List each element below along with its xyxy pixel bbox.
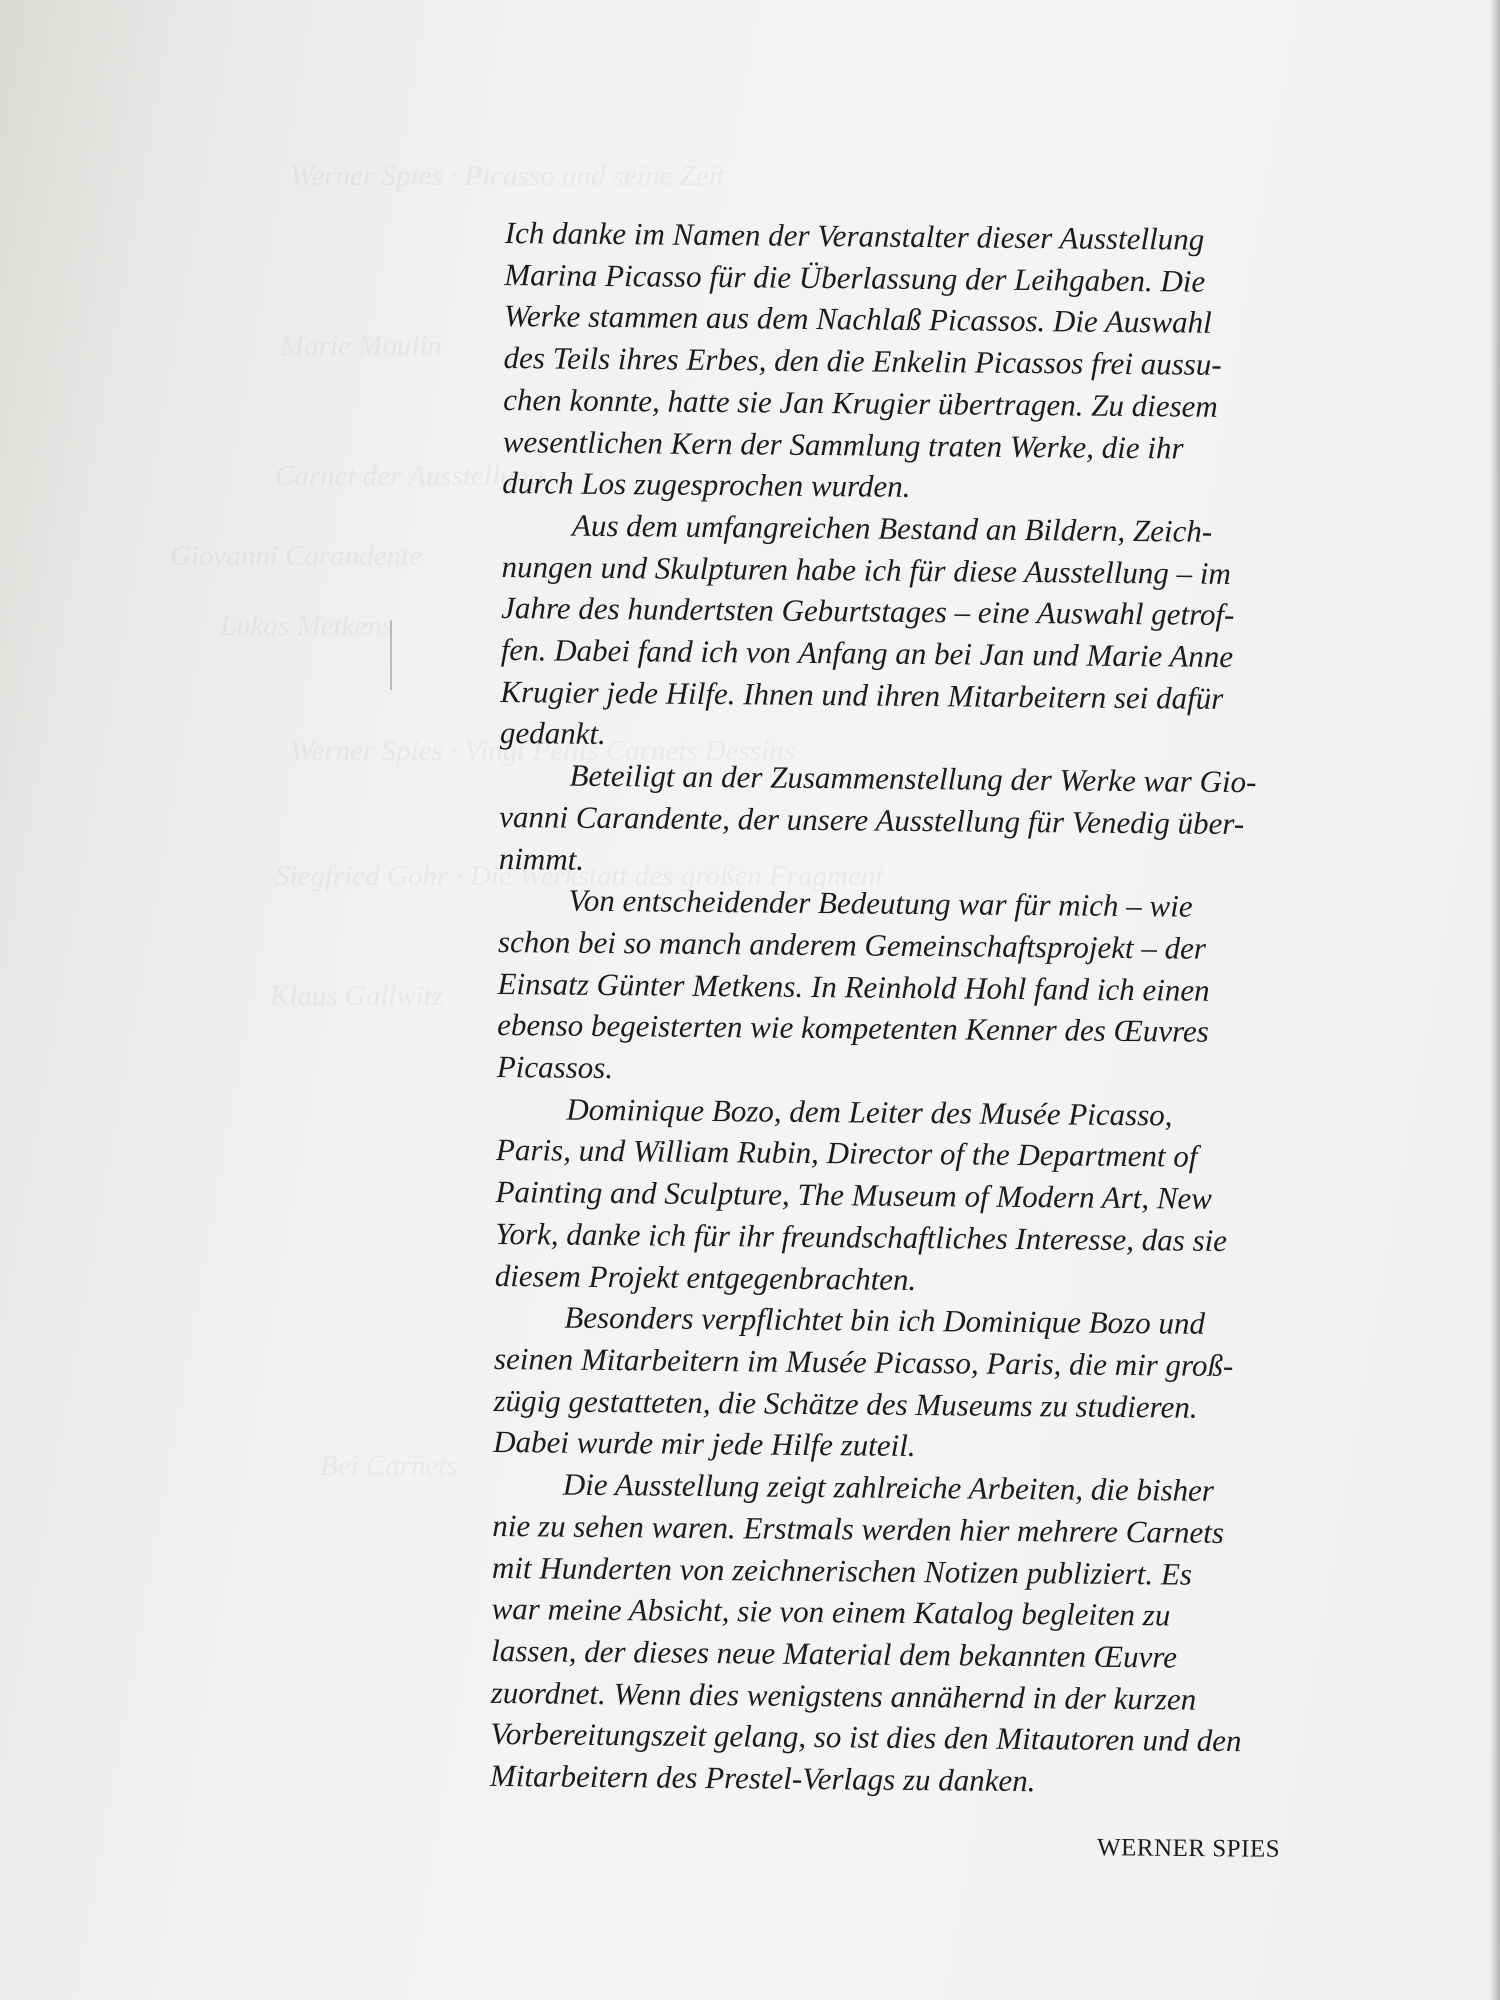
text-line: mit Hunderten von zeichnerischen Notizen publiziert. Es: [491, 1549, 1193, 1592]
text-line: schon bei so manch anderem Gemeinschaftsprojekt – der: [497, 923, 1207, 966]
text-line: vanni Carandente, der unsere Ausstellung für Venedig über-: [499, 798, 1245, 841]
text-line: Mitarbeitern des Prestel-Verlags zu danken.: [489, 1757, 1036, 1799]
foreword-text: [490, 212, 1415, 1805]
paragraph-7: [490, 1463, 1403, 1805]
text-line: chen konnte, hatte sie Jan Krugier übertragen. Zu diesem: [503, 381, 1218, 424]
page-edge-shadow: [1490, 0, 1500, 2000]
text-line: seinen Mitarbeitern im Musée Picasso, Paris, die mir groß-: [493, 1340, 1234, 1384]
text-line: Die Ausstellung zeigt zahlreiche Arbeiten, die bisher: [562, 1466, 1215, 1508]
text-line: wesentlichen Kern der Sammlung traten Werke, die ihr: [502, 423, 1184, 466]
text-line: war meine Absicht, sie von einem Katalog begleiten zu: [491, 1591, 1171, 1633]
text-line: Dabei wurde mir jede Hilfe zuteil.: [493, 1424, 916, 1464]
paragraph-2: [500, 504, 1412, 763]
text-line: zuordnet. Wenn dies wenigstens annähernd in der kurzen: [490, 1674, 1197, 1717]
text-line: nie zu sehen waren. Erstmals werden hier mehrere Carnets: [492, 1507, 1225, 1550]
text-line: Ich danke im Namen der Veranstalter dieser Ausstellung: [504, 214, 1205, 257]
text-line: nungen und Skulpturen habe ich für diese Ausstellung – im: [501, 548, 1232, 591]
text-line: fen. Dabei fand ich von Anfang an bei Jan und Marie Anne: [500, 632, 1234, 675]
text-line: York, danke ich für ihr freundschaftliches Interesse, das sie: [495, 1215, 1228, 1258]
text-line: Werke stammen aus dem Nachlaß Picassos. Die Auswahl: [503, 298, 1212, 341]
text-line: Beteiligt an der Zusammenstellung der Werke war Gio-: [569, 757, 1257, 800]
text-line: Von entscheidender Bedeutung war für mich – wie: [568, 882, 1193, 924]
text-line: durch Los zugesprochen wurden.: [502, 465, 911, 505]
text-line: Painting and Sculpture, The Museum of Modern Art, New: [495, 1174, 1213, 1217]
text-line: lassen, der dieses neue Material dem bekannten Œuvre: [491, 1632, 1178, 1675]
paragraph-6: [493, 1296, 1405, 1472]
text-line: ebenso begeisterten wie kompetenten Kenner des Œuvres: [497, 1007, 1209, 1050]
text-line: Marina Picasso für die Überlassung der Leihgaben. Die: [504, 256, 1206, 299]
text-line: Aus dem umfangreichen Bestand an Bildern, Zeich-: [571, 507, 1213, 549]
text-line: Einsatz Günter Metkens. In Reinhold Hohl fand ich einen: [497, 965, 1210, 1008]
paragraph-5: [495, 1088, 1407, 1305]
paragraph-4: [497, 879, 1409, 1096]
text-line: Besonders verpflichtet bin ich Dominique Bozo und: [564, 1299, 1206, 1342]
paragraph-1: [502, 212, 1415, 513]
gutter-mark: [390, 620, 392, 690]
text-line: nimmt.: [498, 840, 585, 877]
text-line: Vorbereitungszeit gelang, so ist dies den Mitautoren und den: [490, 1716, 1242, 1759]
text-line: gedankt.: [499, 715, 607, 752]
author-signature: WERNER SPIES: [1096, 1834, 1281, 1863]
text-line: diesem Projekt entgegenbrachten.: [494, 1257, 917, 1297]
text-line: Dominique Bozo, dem Leiter des Musée Picasso,: [566, 1091, 1173, 1133]
text-line: Jahre des hundertsten Geburtstages – eine Auswahl getrof-: [501, 590, 1235, 633]
text-line: Picassos.: [496, 1049, 614, 1086]
text-line: Krugier jede Hilfe. Ihnen und ihren Mitarbeitern sei dafür: [500, 673, 1224, 716]
text-line: zügig gestatteten, die Schätze des Museums zu studieren.: [493, 1382, 1198, 1425]
paragraph-3: [499, 754, 1410, 888]
text-line: Paris, und William Rubin, Director of the Department of: [495, 1132, 1198, 1175]
text-line: des Teils ihres Erbes, den die Enkelin Picassos frei aussu-: [503, 340, 1222, 382]
